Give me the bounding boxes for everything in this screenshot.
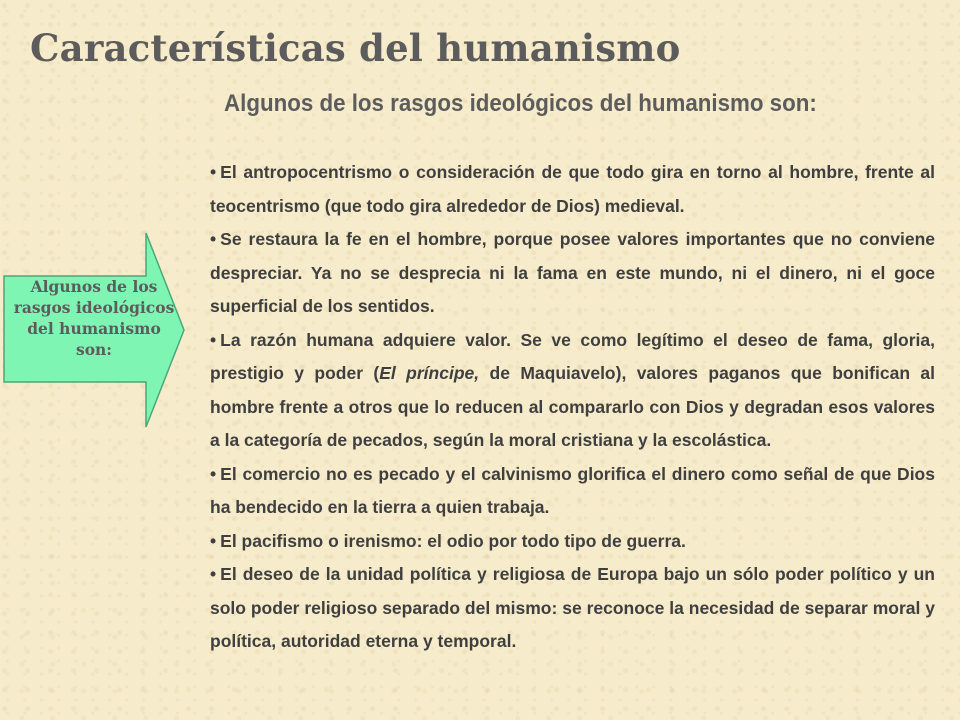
bullet-text: La razón humana adquiere valor. Se ve como legítimo el deseo de fama, gloria, prestigio y poder ( (210, 329, 935, 383)
slide-subtitle: Algunos de los rasgos ideológicos del humanismo son: (224, 90, 817, 117)
bullet-icon: • (210, 530, 217, 551)
bullet-icon: • (210, 229, 217, 249)
bullet-icon: • (210, 329, 217, 350)
arrow-callout (0, 232, 186, 428)
bullet-item (210, 525, 935, 559)
bullet-icon: • (210, 463, 217, 484)
bullet-item (210, 156, 935, 223)
bullet-icon: • (210, 162, 217, 182)
bullet-text: El deseo de la unidad política y religiosa de Europa bajo un sólo poder político y un solo poder religioso separado del mismo: se reconoce la necesidad de separar moral y política, autoridad eterna y temporal. (210, 564, 935, 651)
bullet-item (210, 324, 935, 458)
bullet-text: de Maquiavelo), valores paganos que bonifican al hombre frente a otros que lo reducen al compararlo con Dios y degradan esos valores a la categoría de pecados, según la moral cristiana y la escolástica. (210, 363, 935, 450)
bullet-list (210, 156, 935, 659)
arrow-callout-text: Algunos de los rasgos ideológicos del humanismo son: (13, 277, 175, 359)
bullet-item (210, 558, 935, 659)
bullet-item (210, 458, 935, 525)
bullet-text: El pacifismo o irenismo: el odio por todo tipo de guerra. (220, 530, 686, 551)
book-title-italic: El príncipe, (379, 363, 480, 383)
bullet-text: El antropocentrismo o consideración de que todo gira en torno al hombre, frente al teocentrismo (que todo gira alrededor de Dios) medieval. (210, 162, 935, 216)
bullet-item (210, 223, 935, 324)
slide-title: Características del humanismo (30, 26, 681, 70)
bullet-text: Se restaura la fe en el hombre, porque posee valores importantes que no conviene despreciar. Ya no se desprecia ni la fama en este mundo, ni el dinero, ni el goce superficial de los sentidos. (210, 229, 935, 316)
bullet-text: El comercio no es pecado y el calvinismo glorifica el dinero como señal de que Dios ha bendecido en la tierra a quien trabaja. (210, 463, 935, 517)
bullet-icon: • (210, 564, 217, 584)
